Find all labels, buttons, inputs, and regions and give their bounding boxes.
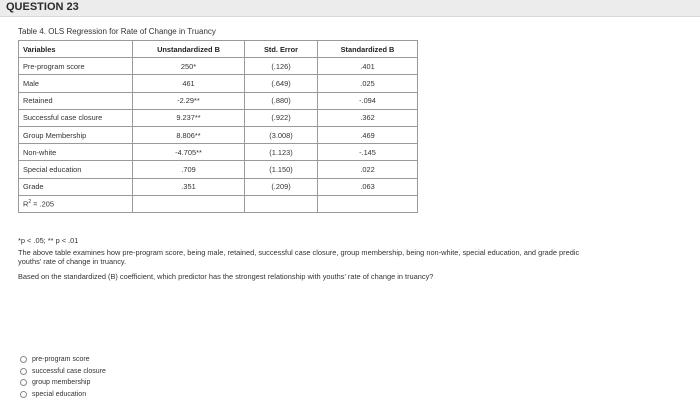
table-row [19,75,418,92]
row-variable: Pre-program score [19,58,133,75]
row-std: -.145 [318,144,418,161]
row-se: (3.008) [245,126,318,143]
radio-button[interactable] [20,356,27,363]
row-se: (.880) [245,92,318,109]
option-label: special education [32,390,87,398]
row-variable: Grade [19,178,133,195]
row-variable: Group Membership [19,126,133,143]
row-se: (.922) [245,109,318,126]
row-std: .469 [318,126,418,143]
radio-button[interactable] [20,368,27,375]
row-se: (.126) [245,58,318,75]
header-unstandardized-b: Unstandardized B [133,41,245,58]
table-row [19,58,418,75]
row-unstd: -2.29** [133,92,245,109]
r2-row [19,195,418,212]
table-row [19,109,418,126]
question-header-bar [0,0,700,17]
table-description [18,248,700,266]
r2-label: R [23,199,29,209]
row-std: .362 [318,109,418,126]
row-variable: Male [19,75,133,92]
header-variables: Variables [19,41,133,58]
description-line-1: The above table examines how pre-program score, being male, retained, successful case closure, group membership, being non-white, special education, and grade predic [18,248,580,257]
question-text: Based on the standardized (B) coefficient, which predictor has the strongest relationship with youths' rate of change in truancy? [18,272,434,281]
r2-value: = .205 [31,199,54,209]
header-std-error: Std. Error [245,41,318,58]
row-variable: Successful case closure [19,109,133,126]
table-caption: Table 4. OLS Regression for Rate of Change in Truancy [18,27,216,36]
empty-cell [245,195,318,212]
row-std: .401 [318,58,418,75]
regression-table [18,40,418,213]
table-row [19,92,418,109]
row-unstd: 8.806** [133,126,245,143]
header-standardized-b: Standardized B [318,41,418,58]
empty-cell [318,195,418,212]
table-row [19,144,418,161]
row-std: .022 [318,161,418,178]
question-number: QUESTION 23 [6,1,79,13]
radio-button[interactable] [20,379,27,386]
row-unstd: .709 [133,161,245,178]
row-std: .063 [318,178,418,195]
row-unstd: 250* [133,58,245,75]
table-header-row [19,41,418,58]
r-squared [19,195,133,212]
description-line-2: youths' rate of change in truancy. [18,257,127,266]
row-se: (1.150) [245,161,318,178]
table-row [19,126,418,143]
row-std: -.094 [318,92,418,109]
option-label: pre-program score [32,356,90,364]
row-variable: Non-white [19,144,133,161]
table-row [19,161,418,178]
row-unstd: -4.705** [133,144,245,161]
row-unstd: 461 [133,75,245,92]
row-se: (.209) [245,178,318,195]
row-std: .025 [318,75,418,92]
row-unstd: .351 [133,178,245,195]
option-successful-case-closure[interactable] [20,366,106,378]
significance-note: *p < .05; ** p < .01 [18,236,79,245]
option-label: successful case closure [32,367,106,375]
empty-cell [133,195,245,212]
answer-options [20,354,106,400]
r2-exponent: 2 [28,199,32,206]
option-special-education[interactable] [20,389,106,401]
row-variable: Retained [19,92,133,109]
radio-button[interactable] [20,391,27,398]
option-group-membership[interactable] [20,377,106,389]
row-se: (1.123) [245,144,318,161]
option-label: group membership [32,379,91,387]
row-unstd: 9.237** [133,109,245,126]
option-pre-program-score[interactable] [20,354,106,366]
row-se: (.649) [245,75,318,92]
row-variable: Special education [19,161,133,178]
table-row [19,178,418,195]
